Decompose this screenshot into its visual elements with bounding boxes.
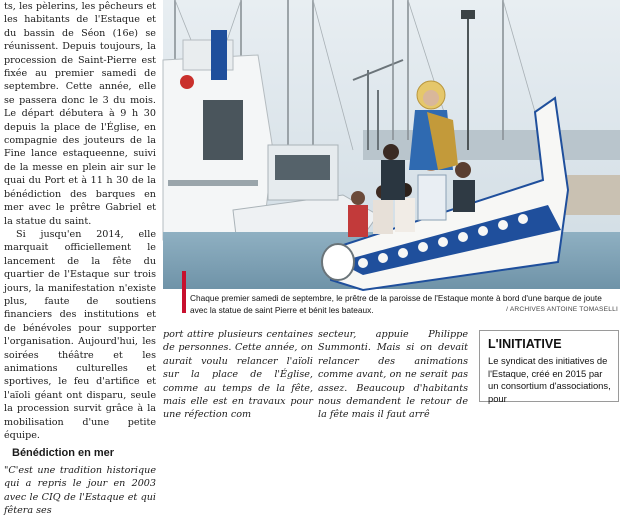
- photo-credit: / ARCHIVES ANTOINE TOMASELLI: [506, 306, 618, 313]
- article-photo: [163, 0, 620, 289]
- article-subheading: Bénédiction en mer: [12, 447, 115, 460]
- article-left-column: [4, 0, 156, 517]
- article-paragraph: port attire plusieurs centaines de personnes. Cette année, on aurait voulu relancer l'aïoli sur la place de l'Église, comme au temps de la fête, mais elle est en travaux pour une réfection com: [163, 329, 313, 421]
- article-paragraph: "C'est une tradition historique qui a repris le jour en 2003 avec le CIQ de l'Estaque et qui fêtera ses: [4, 464, 156, 517]
- procession-boat-illustration: [163, 0, 620, 289]
- boat-fender: [322, 244, 354, 280]
- article-paragraph: Si jusqu'en 2014, elle marquait officiellement le lancement de la fête du quartier de l'Estaque sur trois jours, la manifestation n'existe plus, faute de soutiens financiers des institutions et de bénévoles pour supporter l'organisation. Aujourd'hui, les soirées théâtre et les animations culturelles et sportives, le feu d'artifice et l'aïoli géant ont disparu, seule la procession survit grâce à la mobilisation d'une petite équipe.: [4, 228, 156, 441]
- initiative-body: Le syndicat des initiatives de l'Estaque, créé en 2015 par un consortium d'associations, pour: [488, 355, 611, 404]
- initiative-sidebar-box: [479, 330, 619, 402]
- photo-caption: Chaque premier samedi de septembre, le prêtre de la paroisse de l'Estaque monte à bord d'une barque de joute avec la statue de saint Pierre et bénit les bateaux.: [190, 293, 602, 315]
- article-middle-column-1: [163, 328, 313, 421]
- lamp-head: [461, 10, 475, 19]
- caption-accent-bar: [182, 271, 186, 313]
- article-paragraph: ts, les pèlerins, les pêcheurs et les habitants de l'Estaque et du bassin de Séon (16e) se réunissent. Depuis toujours, la procession de Saint-Pierre est fixée au premier samedi de septembre. Cette année, elle se passera donc le 3 du mois. Le départ débutera à 9 h 30 depuis la place de l'Église, en compagnie des jouteurs de la Fine lance estaqueenne, suivi de la messe en plein air sur le quai du Port et à 11 h 30 de la bénédiction des barques en mer avec le prêtre Gabriel et la statue du saint.: [4, 1, 156, 227]
- initiative-title: L'INITIATIVE: [488, 337, 562, 351]
- article-paragraph: secteur, appuie Philippe Summonti. Mais si on devait relancer des animations comme avant, on ne serait pas assez. Beaucoup d'habitants nous demandent le retour de la fête mais il faut arrê: [318, 329, 468, 421]
- distant-port: [363, 130, 620, 160]
- article-middle-column-2: [318, 328, 468, 421]
